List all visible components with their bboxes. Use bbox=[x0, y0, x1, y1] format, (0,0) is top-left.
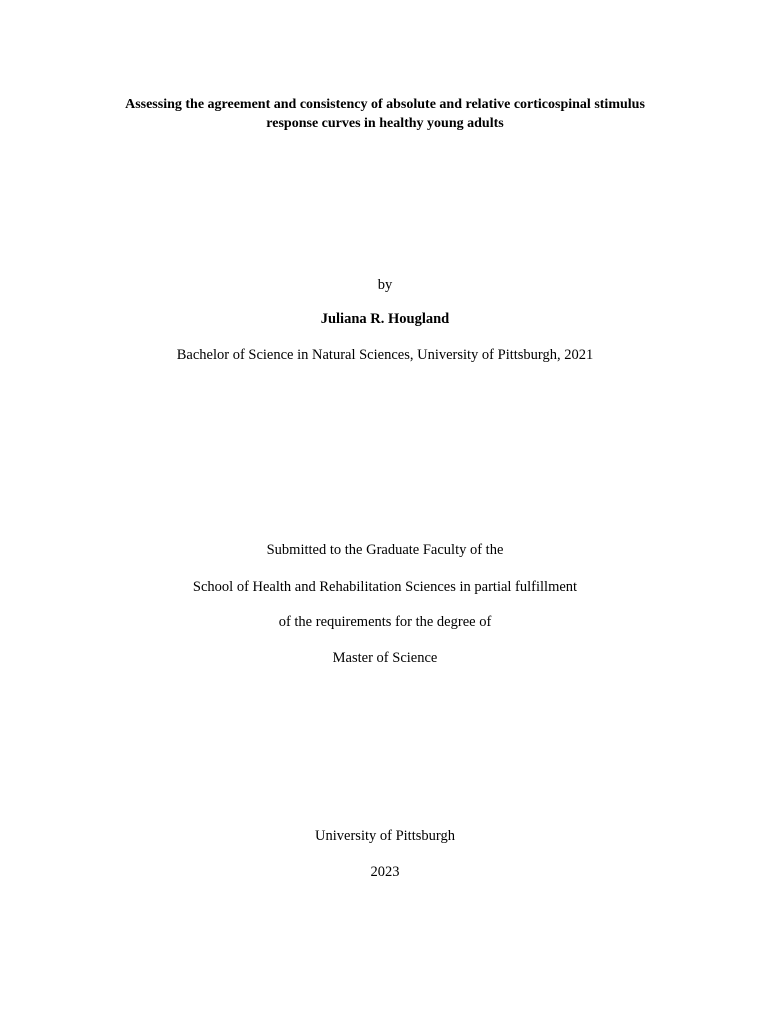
submission-statement-line-3: of the requirements for the degree of bbox=[278, 614, 492, 630]
university-name: University of Pittsburgh bbox=[315, 828, 455, 844]
thesis-title-line-1: Assessing the agreement and consistency of absolute and relative corticospinal stimulus bbox=[125, 97, 645, 112]
degree-name: Master of Science bbox=[332, 650, 438, 666]
year: 2023 bbox=[370, 864, 400, 880]
thesis-title-line-2: response curves in healthy young adults bbox=[266, 116, 504, 131]
by-text: by bbox=[377, 277, 393, 293]
prior-degree: Bachelor of Science in Natural Sciences, University of Pittsburgh, 2021 bbox=[176, 347, 594, 363]
submission-statement-line-1: Submitted to the Graduate Faculty of the bbox=[266, 542, 504, 558]
submission-statement-line-2: School of Health and Rehabilitation Sciences in partial fulfillment bbox=[192, 579, 578, 595]
author-name: Juliana R. Hougland bbox=[320, 311, 450, 327]
